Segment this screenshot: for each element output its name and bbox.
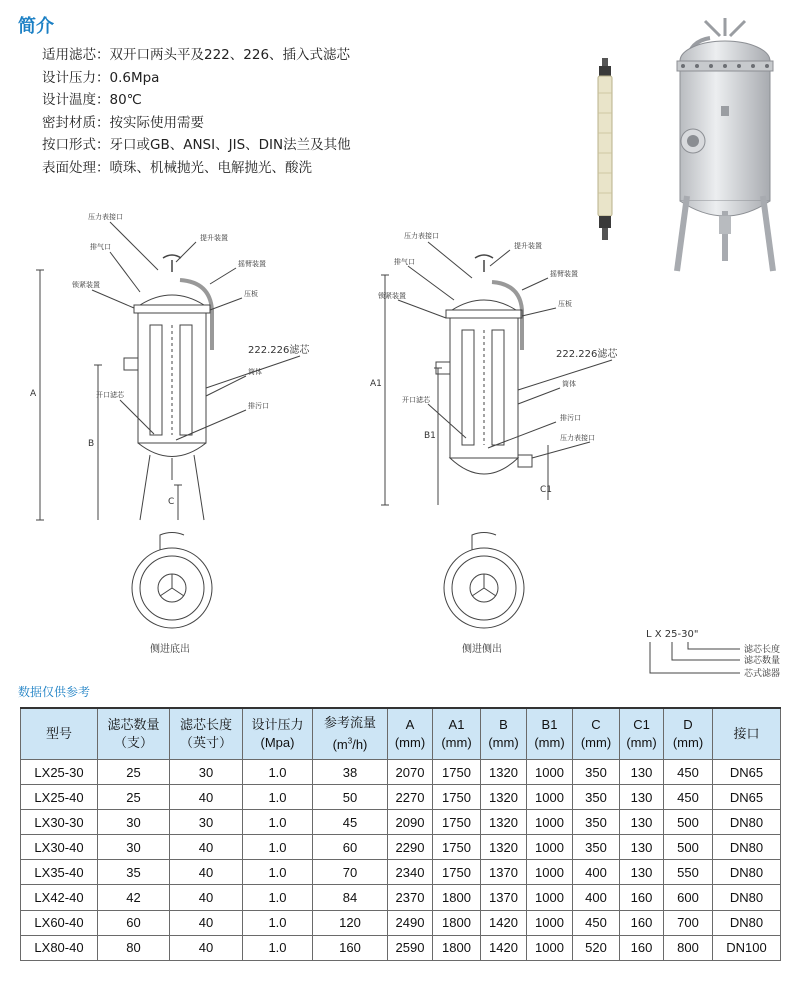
right-label-vent: 排气口 xyxy=(394,258,415,266)
cell-c1: 130 xyxy=(620,785,664,810)
cell-model: LX42-40 xyxy=(21,885,98,910)
model-legend-length: 滤芯长度 xyxy=(744,645,781,655)
cell-connection: DN80 xyxy=(713,810,781,835)
table-body xyxy=(21,760,781,961)
cell-b1: 1000 xyxy=(527,910,573,935)
cell-cartridge-count: 30 xyxy=(98,835,170,860)
cell-flow: 84 xyxy=(313,885,388,910)
col-c: C (mm) xyxy=(573,708,620,760)
cell-b1: 1000 xyxy=(527,760,573,785)
cell-d: 450 xyxy=(664,760,713,785)
cell-c1: 130 xyxy=(620,835,664,860)
cell-b1: 1000 xyxy=(527,885,573,910)
right-label-lift: 提升装置 xyxy=(514,242,542,250)
right-label-pressure-port-2: 压力表接口 xyxy=(560,434,595,442)
cell-connection: DN100 xyxy=(713,935,781,960)
cell-b: 1320 xyxy=(481,785,527,810)
cell-a: 2290 xyxy=(388,835,433,860)
cell-b1: 1000 xyxy=(527,935,573,960)
cell-model: LX35-40 xyxy=(21,860,98,885)
cell-model: LX60-40 xyxy=(21,910,98,935)
table-row xyxy=(21,785,781,810)
cell-a: 2340 xyxy=(388,860,433,885)
cell-b: 1370 xyxy=(481,860,527,885)
cell-model: LX80-40 xyxy=(21,935,98,960)
cell-d: 600 xyxy=(664,885,713,910)
cell-d: 700 xyxy=(664,910,713,935)
cell-b1: 1000 xyxy=(527,785,573,810)
col-b: B (mm) xyxy=(481,708,527,760)
cell-model: LX30-30 xyxy=(21,810,98,835)
cell-flow: 38 xyxy=(313,760,388,785)
left-label-pressure-port: 压力表接口 xyxy=(88,213,123,221)
cell-a1: 1750 xyxy=(433,760,481,785)
cell-connection: DN80 xyxy=(713,910,781,935)
table-row xyxy=(21,910,781,935)
table-row xyxy=(21,810,781,835)
cell-b: 1420 xyxy=(481,910,527,935)
technical-drawings xyxy=(0,190,800,679)
cell-c: 350 xyxy=(573,785,620,810)
table-row xyxy=(21,935,781,960)
cell-cartridge-count: 25 xyxy=(98,760,170,785)
cell-b: 1320 xyxy=(481,810,527,835)
table-header-row xyxy=(21,708,781,760)
cell-b: 1370 xyxy=(481,885,527,910)
cell-c1: 130 xyxy=(620,860,664,885)
model-legend-type: 芯式滤器 xyxy=(744,669,781,679)
cell-design-pressure: 1.0 xyxy=(243,785,313,810)
cell-b1: 1000 xyxy=(527,835,573,860)
table-row xyxy=(21,760,781,785)
left-label-swing-arm: 摇臂装置 xyxy=(238,260,266,268)
cell-a: 2090 xyxy=(388,810,433,835)
table-row xyxy=(21,885,781,910)
cell-a: 2070 xyxy=(388,760,433,785)
col-connection: 接口 xyxy=(713,708,781,760)
cell-a1: 1750 xyxy=(433,860,481,885)
cell-design-pressure: 1.0 xyxy=(243,885,313,910)
cell-cartridge-length: 30 xyxy=(170,810,243,835)
left-label-shell: 筒体 xyxy=(248,368,262,376)
cell-cartridge-length: 30 xyxy=(170,760,243,785)
cell-model: LX30-40 xyxy=(21,835,98,860)
right-label-shell: 筒体 xyxy=(562,380,576,388)
cell-a1: 1800 xyxy=(433,935,481,960)
cell-connection: DN65 xyxy=(713,760,781,785)
cell-connection: DN80 xyxy=(713,835,781,860)
cell-c1: 160 xyxy=(620,910,664,935)
cell-a: 2270 xyxy=(388,785,433,810)
model-legend-quantity: 滤芯数量 xyxy=(744,656,781,666)
right-dim-a1: A1 xyxy=(370,379,382,389)
cell-a: 2490 xyxy=(388,910,433,935)
left-label-lift: 提升装置 xyxy=(200,234,228,242)
cell-a: 2370 xyxy=(388,885,433,910)
cell-a: 2590 xyxy=(388,935,433,960)
col-b1: B1 (mm) xyxy=(527,708,573,760)
cell-d: 500 xyxy=(664,810,713,835)
cell-design-pressure: 1.0 xyxy=(243,810,313,835)
cell-cartridge-count: 80 xyxy=(98,935,170,960)
cell-a1: 1750 xyxy=(433,810,481,835)
cell-a1: 1800 xyxy=(433,885,481,910)
cell-design-pressure: 1.0 xyxy=(243,760,313,785)
spec-design-temperature: 设计温度：80℃ xyxy=(42,92,142,108)
cell-cartridge-length: 40 xyxy=(170,885,243,910)
cell-cartridge-count: 60 xyxy=(98,910,170,935)
cell-cartridge-length: 40 xyxy=(170,860,243,885)
cell-connection: DN80 xyxy=(713,885,781,910)
col-model: 型号 xyxy=(21,708,98,760)
cell-c1: 160 xyxy=(620,935,664,960)
cell-c1: 130 xyxy=(620,810,664,835)
col-d: D (mm) xyxy=(664,708,713,760)
spec-list xyxy=(42,44,351,179)
cell-connection: DN80 xyxy=(713,860,781,885)
cell-cartridge-length: 40 xyxy=(170,910,243,935)
cell-flow: 160 xyxy=(313,935,388,960)
cell-cartridge-length: 40 xyxy=(170,835,243,860)
cell-c1: 130 xyxy=(620,760,664,785)
model-code: L X 25-30" xyxy=(646,629,699,640)
cell-d: 800 xyxy=(664,935,713,960)
table-row xyxy=(21,835,781,860)
right-label-open-cartridge: 开口滤芯 xyxy=(402,396,430,404)
right-label-cartridge: 222.226滤芯 xyxy=(556,349,618,360)
table-row xyxy=(21,860,781,885)
cell-a1: 1750 xyxy=(433,785,481,810)
left-dim-a: A xyxy=(30,389,37,399)
cell-d: 550 xyxy=(664,860,713,885)
cell-b1: 1000 xyxy=(527,860,573,885)
cell-b1: 1000 xyxy=(527,810,573,835)
cell-model: LX25-40 xyxy=(21,785,98,810)
cell-c: 520 xyxy=(573,935,620,960)
cell-c: 350 xyxy=(573,760,620,785)
cell-connection: DN65 xyxy=(713,785,781,810)
right-dim-c1: C1 xyxy=(540,485,553,495)
table-note: 数据仅供参考 xyxy=(18,685,91,699)
col-c1: C1 (mm) xyxy=(620,708,664,760)
cell-flow: 50 xyxy=(313,785,388,810)
left-label-vent: 排气口 xyxy=(90,243,111,251)
cell-c: 450 xyxy=(573,910,620,935)
cell-design-pressure: 1.0 xyxy=(243,835,313,860)
cell-design-pressure: 1.0 xyxy=(243,935,313,960)
cell-cartridge-length: 40 xyxy=(170,935,243,960)
right-label-press-plate: 压板 xyxy=(558,300,572,308)
cell-c: 400 xyxy=(573,860,620,885)
right-label-drain: 排污口 xyxy=(560,414,581,422)
cell-c1: 160 xyxy=(620,885,664,910)
left-label-drain: 排污口 xyxy=(248,402,269,410)
spec-seal-material: 密封材质：按实际使用需要 xyxy=(42,114,204,131)
cell-d: 500 xyxy=(664,835,713,860)
col-a: A (mm) xyxy=(388,708,433,760)
right-view-caption: 侧进侧出 xyxy=(462,644,502,655)
spec-connection-type: 按口形式：牙口或GB、ANSI、JIS、DIN法兰及其他 xyxy=(42,137,351,153)
cell-design-pressure: 1.0 xyxy=(243,910,313,935)
left-label-lock: 锁紧装置 xyxy=(72,281,100,289)
cell-a1: 1750 xyxy=(433,835,481,860)
cell-cartridge-length: 40 xyxy=(170,785,243,810)
cell-model: LX25-30 xyxy=(21,760,98,785)
left-dim-c: C xyxy=(168,497,175,507)
cell-b: 1420 xyxy=(481,935,527,960)
col-cartridge-count: 滤芯数量 （支） xyxy=(98,708,170,760)
cell-design-pressure: 1.0 xyxy=(243,860,313,885)
cell-b: 1320 xyxy=(481,760,527,785)
cell-flow: 60 xyxy=(313,835,388,860)
cell-cartridge-count: 30 xyxy=(98,810,170,835)
cell-c: 350 xyxy=(573,810,620,835)
col-a1: A1 (mm) xyxy=(433,708,481,760)
left-dim-b: B xyxy=(88,439,95,449)
cell-c: 400 xyxy=(573,885,620,910)
cell-cartridge-count: 25 xyxy=(98,785,170,810)
right-label-pressure-port: 压力表接口 xyxy=(404,232,439,240)
cell-cartridge-count: 42 xyxy=(98,885,170,910)
spec-filter-type: 适用滤芯：双开口两头平及222、226、插入式滤芯 xyxy=(42,47,351,63)
spec-table xyxy=(20,707,781,961)
left-label-press-plate: 压板 xyxy=(244,290,258,298)
left-view-caption: 侧进底出 xyxy=(150,644,190,655)
cell-c: 350 xyxy=(573,835,620,860)
right-dim-b1: B1 xyxy=(424,431,436,441)
col-design-pressure: 设计压力 (Mpa) xyxy=(243,708,313,760)
spec-surface-treatment: 表面处理：喷珠、机械抛光、电解抛光、酸洗 xyxy=(42,159,312,176)
left-label-cartridge: 222.226滤芯 xyxy=(248,345,310,356)
cell-b: 1320 xyxy=(481,835,527,860)
cell-flow: 120 xyxy=(313,910,388,935)
right-label-swing-arm: 摇臂装置 xyxy=(550,270,578,278)
section-title: 简介 xyxy=(18,16,54,37)
col-cartridge-length: 滤芯长度 （英寸） xyxy=(170,708,243,760)
cell-d: 450 xyxy=(664,785,713,810)
right-label-lock: 锁紧装置 xyxy=(378,292,406,300)
cell-a1: 1800 xyxy=(433,910,481,935)
spec-design-pressure: 设计压力：0.6Mpa xyxy=(42,69,160,86)
left-label-open-cartridge: 开口滤芯 xyxy=(96,391,124,399)
col-flow: 参考流量 $(m^3/h)$ xyxy=(313,708,388,760)
cell-cartridge-count: 35 xyxy=(98,860,170,885)
cell-flow: 70 xyxy=(313,860,388,885)
cell-flow: 45 xyxy=(313,810,388,835)
